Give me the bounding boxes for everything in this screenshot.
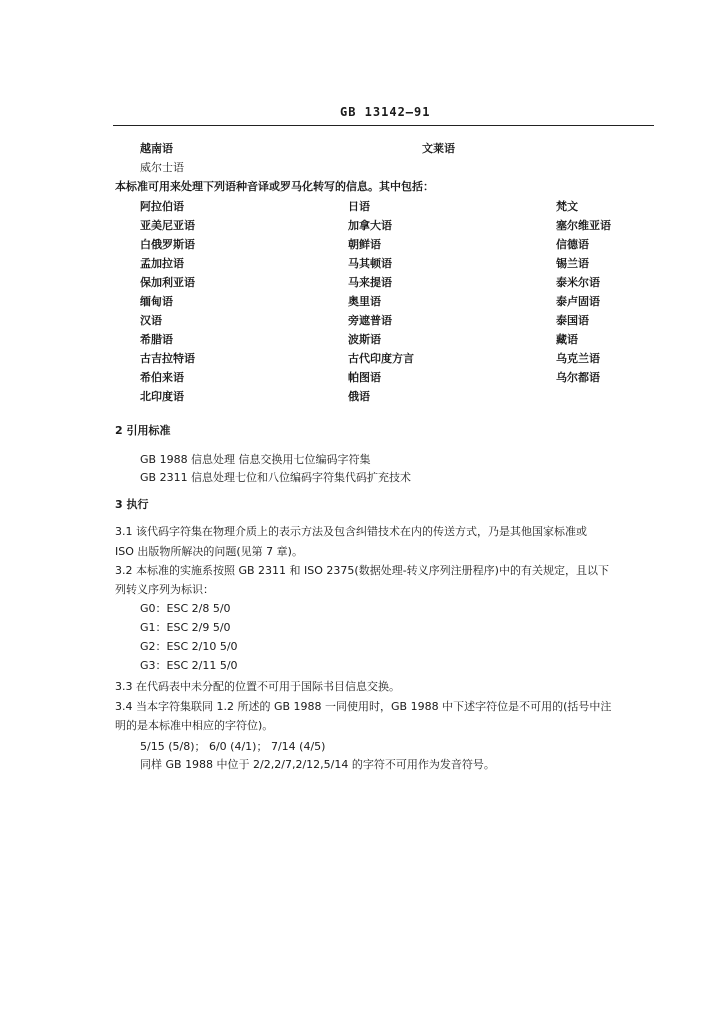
language-item: 奥里语 [348,295,381,308]
page-header: GB 13142—91 [340,105,431,119]
language-item: 缅甸语 [140,295,173,308]
language-item: 俄语 [348,390,370,403]
language-item: 泰米尔语 [556,276,600,289]
clause-3-2-line-2: 列转义序列为标识： [115,583,214,596]
clause-3-2-line-1: 3.2 本标准的实施系按照 GB 2311 和 ISO 2375(数据处理-转义序列注册程序)中的有关规定，且以下 [115,564,609,577]
escape-g0: G0：ESC 2/8 5/0 [140,602,231,615]
language-welsh: 威尔士语 [140,161,184,174]
language-item: 帕图语 [348,371,381,384]
language-item: 乌尔都语 [556,371,600,384]
language-item: 孟加拉语 [140,257,184,270]
diacritic-note: 同样 GB 1988 中位于 2/2,2/7,2/12,5/14 的字符不可用作为发音符号。 [140,758,495,771]
clause-3-4-line-2: 明的是本标准中相应的字符位)。 [115,719,274,732]
language-item: 亚美尼亚语 [140,219,195,232]
language-brunei: 文莱语 [422,142,455,155]
language-item: 保加利亚语 [140,276,195,289]
clause-3-1-line-1: 3.1 该代码字符集在物理介质上的表示方法及包含纠错技术在内的传送方式，乃是其他国家标准或 [115,525,587,538]
language-item: 塞尔维亚语 [556,219,611,232]
language-item: 汉语 [140,314,162,327]
language-item: 马来提语 [348,276,392,289]
reference-gb2311: GB 2311 信息处理七位和八位编码字符集代码扩充技术 [140,471,412,484]
escape-g3: G3：ESC 2/11 5/0 [140,659,238,672]
header-rule [113,125,654,126]
language-item: 白俄罗斯语 [140,238,195,251]
language-item: 藏语 [556,333,578,346]
language-item: 乌克兰语 [556,352,600,365]
language-item: 波斯语 [348,333,381,346]
language-item: 希伯来语 [140,371,184,384]
section-3-heading: 3 执行 [115,498,149,511]
clause-3-3: 3.3 在代码表中未分配的位置不可用于国际书目信息交换。 [115,680,400,693]
intro-line: 本标准可用来处理下列语种音译或罗马化转写的信息。其中包括： [115,180,434,193]
reference-gb1988: GB 1988 信息处理 信息交换用七位编码字符集 [140,453,371,466]
language-item: 马其顿语 [348,257,392,270]
language-item: 希腊语 [140,333,173,346]
clause-3-1-line-2: ISO 出版物所解决的问题(见第 7 章)。 [115,545,303,558]
escape-g1: G1：ESC 2/9 5/0 [140,621,231,634]
language-item: 信德语 [556,238,589,251]
language-item: 日语 [348,200,370,213]
language-item: 北印度语 [140,390,184,403]
clause-3-4-line-1: 3.4 当本字符集联同 1.2 所述的 GB 1988 一同使用时，GB 1988 中下述字符位是不可用的(括号中注 [115,700,612,713]
language-item: 锡兰语 [556,257,589,270]
language-item: 旁遮普语 [348,314,392,327]
section-2-heading: 2 引用标准 [115,424,171,437]
language-item: 阿拉伯语 [140,200,184,213]
escape-g2: G2：ESC 2/10 5/0 [140,640,238,653]
language-item: 泰国语 [556,314,589,327]
language-item: 泰卢固语 [556,295,600,308]
language-item: 梵文 [556,200,578,213]
language-item: 古代印度方言 [348,352,414,365]
language-vietnamese: 越南语 [140,142,173,155]
language-item: 朝鲜语 [348,238,381,251]
unavailable-positions: 5/15 (5/8)； 6/0 (4/1)； 7/14 (4/5) [140,740,326,753]
language-item: 加拿大语 [348,219,392,232]
language-item: 古吉拉特语 [140,352,195,365]
